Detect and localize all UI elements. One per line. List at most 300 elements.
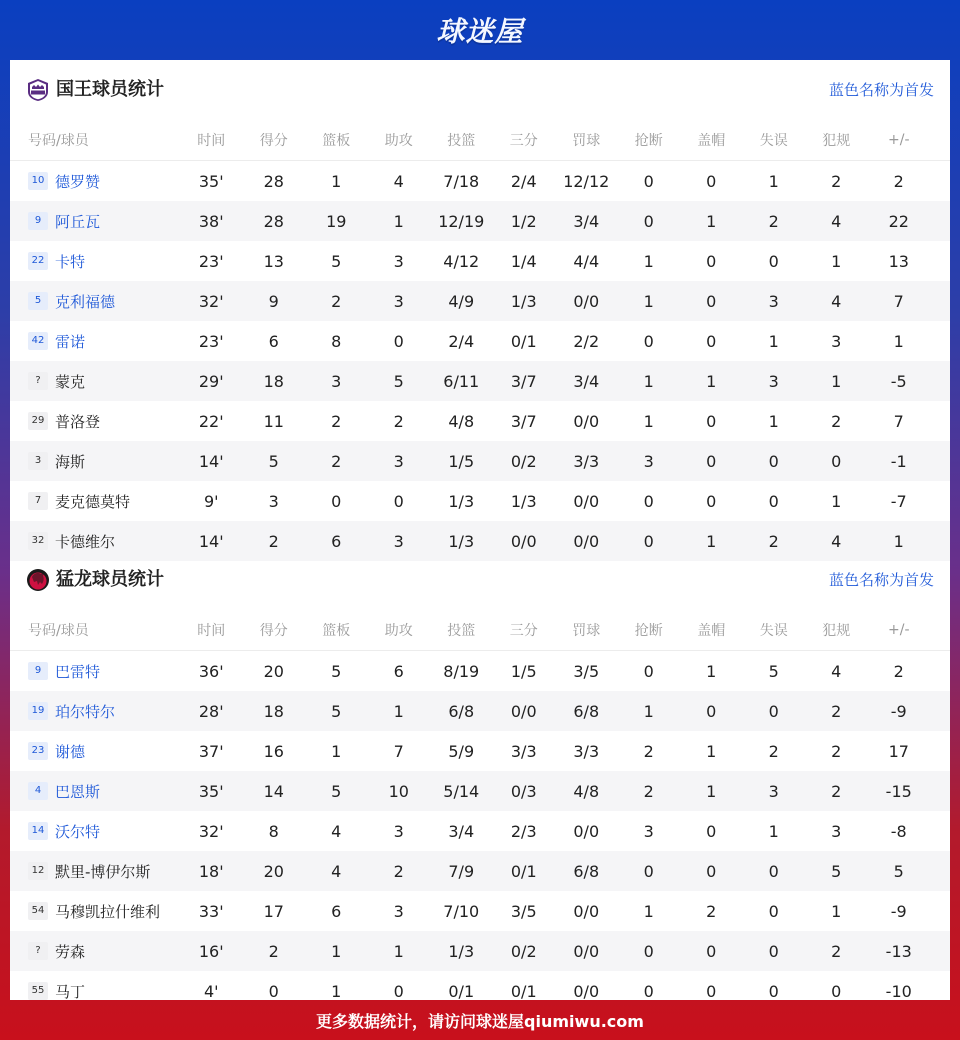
- plus-minus-cell: 7: [893, 411, 904, 431]
- rebounds-cell: 5: [331, 701, 342, 721]
- fouls-cell: 4: [831, 211, 842, 231]
- turnovers-cell: 0: [768, 901, 779, 921]
- blocks-col-header: 盖帽: [697, 133, 726, 149]
- stats-panel: [10, 60, 950, 1000]
- player-cell: [10, 531, 180, 552]
- player-row: [10, 361, 950, 401]
- rebounds-cell: 4: [331, 821, 342, 841]
- fouls-cell: 1: [831, 371, 842, 391]
- points-cell: 9: [268, 291, 279, 311]
- rebounds-cell: 2: [331, 411, 342, 431]
- turnovers-cell: 0: [768, 491, 779, 511]
- plus-minus-cell: -7: [890, 491, 907, 511]
- player-name-link[interactable]: 雷诺: [55, 332, 86, 351]
- turnovers-cell: 3: [768, 371, 779, 391]
- blocks-cell: 1: [706, 661, 717, 681]
- assists-cell: 4: [393, 171, 404, 191]
- steals-cell: 3: [643, 821, 654, 841]
- three-pt-cell: 3/7: [510, 371, 537, 391]
- jersey-number: 14: [28, 822, 48, 840]
- fg-cell: 1/3: [448, 531, 475, 551]
- plus-minus-cell: 1: [893, 531, 904, 551]
- player-cell: [10, 821, 180, 842]
- points-cell: 2: [268, 531, 279, 551]
- blocks-cell: 0: [706, 331, 717, 351]
- fouls-cell: 4: [831, 291, 842, 311]
- ft-cell: 2/2: [573, 331, 600, 351]
- fouls-cell: 2: [831, 741, 842, 761]
- fouls-cell: 0: [831, 981, 842, 1001]
- rebounds-cell: 8: [331, 331, 342, 351]
- jersey-number: 10: [28, 172, 48, 190]
- points-cell: 2: [268, 941, 279, 961]
- points-cell: 16: [263, 741, 284, 761]
- assists-cell: 0: [393, 491, 404, 511]
- section-title: 国王球员统计: [56, 79, 164, 100]
- ft-cell: 3/3: [573, 451, 600, 471]
- assists-cell: 1: [393, 941, 404, 961]
- minutes-cell: 32': [198, 821, 224, 841]
- turnovers-cell: 0: [768, 941, 779, 961]
- jersey-number: 29: [28, 412, 48, 430]
- steals-cell: 1: [643, 371, 654, 391]
- rebounds-col-header: 篮板: [322, 623, 351, 639]
- minutes-cell: 32': [198, 291, 224, 311]
- player-name-link[interactable]: 克利福德: [55, 292, 116, 311]
- assists-col-header: 助攻: [384, 133, 413, 149]
- fg-cell: 3/4: [448, 821, 475, 841]
- player-name-link[interactable]: 麦克德莫特: [55, 492, 131, 511]
- blocks-col-header: 盖帽: [697, 623, 726, 639]
- player-name-link[interactable]: 卡特: [55, 252, 86, 271]
- turnovers-cell: 1: [768, 171, 779, 191]
- plus-minus-col-header: +/-: [888, 622, 910, 638]
- assists-cell: 5: [393, 371, 404, 391]
- rebounds-cell: 5: [331, 781, 342, 801]
- turnovers-cell: 0: [768, 451, 779, 471]
- blocks-cell: 0: [706, 701, 717, 721]
- turnovers-cell: 3: [768, 291, 779, 311]
- ft-cell: 0/0: [573, 291, 600, 311]
- assists-cell: 0: [393, 981, 404, 1001]
- jersey-number: 9: [28, 212, 48, 230]
- jersey-number: 54: [28, 902, 48, 920]
- fg-cell: 7/9: [448, 861, 475, 881]
- blocks-cell: 0: [706, 981, 717, 1001]
- minutes-cell: 23': [198, 251, 224, 271]
- player-cell: [10, 291, 180, 312]
- steals-cell: 2: [643, 781, 654, 801]
- fouls-cell: 4: [831, 661, 842, 681]
- plus-minus-cell: -15: [885, 781, 912, 801]
- steals-cell: 0: [643, 661, 654, 681]
- assists-cell: 3: [393, 291, 404, 311]
- player-name-link[interactable]: 巴恩斯: [55, 782, 101, 801]
- assists-cell: 7: [393, 741, 404, 761]
- points-cell: 18: [263, 371, 284, 391]
- three-pt-col-header: 三分: [509, 133, 538, 149]
- minutes-cell: 14': [198, 531, 224, 551]
- blocks-cell: 0: [706, 171, 717, 191]
- turnovers-cell: 1: [768, 411, 779, 431]
- player-rows: [10, 161, 950, 561]
- fouls-cell: 5: [831, 861, 842, 881]
- fouls-col-header: 犯规: [822, 623, 851, 639]
- player-cell: [10, 451, 180, 472]
- turnovers-cell: 5: [768, 661, 779, 681]
- rebounds-cell: 4: [331, 861, 342, 881]
- plus-minus-cell: 2: [893, 661, 904, 681]
- ft-col-header: 罚球: [572, 623, 601, 639]
- ft-cell: 0/0: [573, 821, 600, 841]
- plus-minus-cell: 7: [893, 291, 904, 311]
- three-pt-cell: 0/1: [510, 331, 537, 351]
- fg-col-header: 投篮: [447, 623, 476, 639]
- player-row: [10, 931, 950, 971]
- three-pt-cell: 0/2: [510, 941, 537, 961]
- jersey-number: 4: [28, 782, 48, 800]
- fg-cell: 1/5: [448, 451, 475, 471]
- points-cell: 14: [263, 781, 284, 801]
- three-pt-cell: 3/3: [510, 741, 537, 761]
- player-name-link[interactable]: 马丁: [55, 982, 86, 1001]
- points-cell: 11: [263, 411, 284, 431]
- fg-cell: 5/14: [443, 781, 480, 801]
- assists-cell: 10: [388, 781, 409, 801]
- turnovers-cell: 3: [768, 781, 779, 801]
- blocks-cell: 0: [706, 411, 717, 431]
- points-cell: 17: [263, 901, 284, 921]
- points-col-header: 得分: [259, 623, 288, 639]
- assists-cell: 2: [393, 411, 404, 431]
- points-cell: 0: [268, 981, 279, 1001]
- jersey-number: 7: [28, 492, 48, 510]
- brand-logo: 球迷屋: [436, 15, 524, 48]
- fg-cell: 5/9: [448, 741, 475, 761]
- rebounds-cell: 1: [331, 741, 342, 761]
- ft-cell: 0/0: [573, 491, 600, 511]
- jersey-number: 3: [28, 452, 48, 470]
- fg-cell: 12/19: [438, 211, 485, 231]
- blocks-cell: 1: [706, 211, 717, 231]
- fouls-cell: 2: [831, 701, 842, 721]
- turnovers-cell: 1: [768, 821, 779, 841]
- jersey-number: 23: [28, 742, 48, 760]
- fouls-cell: 2: [831, 781, 842, 801]
- kings-logo-icon: [26, 78, 50, 102]
- blocks-cell: 0: [706, 491, 717, 511]
- jersey-number: ?: [28, 372, 48, 390]
- player-name-link[interactable]: 海斯: [55, 452, 86, 471]
- three-pt-cell: 0/1: [510, 861, 537, 881]
- steals-cell: 1: [643, 701, 654, 721]
- fg-cell: 2/4: [448, 331, 475, 351]
- player-row: [10, 651, 950, 691]
- points-cell: 5: [268, 451, 279, 471]
- team-section-kings: [10, 60, 950, 561]
- player-name-link[interactable]: 珀尔特尔: [55, 702, 116, 721]
- three-pt-col-header: 三分: [509, 623, 538, 639]
- fg-col-header: 投篮: [447, 133, 476, 149]
- three-pt-cell: 2/4: [510, 171, 537, 191]
- jersey-number: 22: [28, 252, 48, 270]
- turnovers-cell: 2: [768, 741, 779, 761]
- rebounds-cell: 1: [331, 171, 342, 191]
- plus-minus-cell: -10: [885, 981, 912, 1001]
- fg-cell: 4/8: [448, 411, 475, 431]
- raptors-logo-icon: [26, 568, 50, 592]
- jersey-number: 42: [28, 332, 48, 350]
- plus-minus-cell: 1: [893, 331, 904, 351]
- rebounds-cell: 6: [331, 531, 342, 551]
- blocks-cell: 2: [706, 901, 717, 921]
- ft-cell: 0/0: [573, 941, 600, 961]
- assists-cell: 3: [393, 531, 404, 551]
- ft-cell: 0/0: [573, 901, 600, 921]
- three-pt-cell: 1/5: [510, 661, 537, 681]
- brand-header: [0, 0, 960, 60]
- steals-cell: 3: [643, 451, 654, 471]
- blocks-cell: 0: [706, 291, 717, 311]
- ft-col-header: 罚球: [572, 133, 601, 149]
- assists-col-header: 助攻: [384, 623, 413, 639]
- assists-cell: 3: [393, 901, 404, 921]
- team-section-raptors: [10, 550, 950, 1011]
- turnovers-cell: 0: [768, 861, 779, 881]
- player-cell: [10, 171, 180, 192]
- plus-minus-col-header: +/-: [888, 132, 910, 148]
- player-col-header: 号码/球员: [28, 623, 89, 639]
- blocks-cell: 0: [706, 451, 717, 471]
- three-pt-cell: 1/4: [510, 251, 537, 271]
- player-name-link[interactable]: 劳森: [55, 942, 86, 961]
- three-pt-cell: 0/2: [510, 451, 537, 471]
- three-pt-cell: 1/3: [510, 291, 537, 311]
- three-pt-cell: 3/7: [510, 411, 537, 431]
- three-pt-cell: 2/3: [510, 821, 537, 841]
- steals-cell: 2: [643, 741, 654, 761]
- turnovers-cell: 1: [768, 331, 779, 351]
- assists-cell: 3: [393, 451, 404, 471]
- steals-cell: 0: [643, 171, 654, 191]
- player-cell: [10, 371, 180, 392]
- points-cell: 20: [263, 861, 284, 881]
- minutes-cell: 35': [198, 171, 224, 191]
- player-row: [10, 441, 950, 481]
- player-row: [10, 811, 950, 851]
- fouls-cell: 1: [831, 491, 842, 511]
- plus-minus-cell: -5: [890, 371, 907, 391]
- fouls-cell: 3: [831, 331, 842, 351]
- blocks-cell: 0: [706, 941, 717, 961]
- plus-minus-cell: -9: [890, 701, 907, 721]
- fg-cell: 4/12: [443, 251, 480, 271]
- player-name-link[interactable]: 卡德维尔: [55, 532, 116, 551]
- fg-cell: 4/9: [448, 291, 475, 311]
- player-row: [10, 161, 950, 201]
- player-name-link[interactable]: 马穆凯拉什维利: [55, 902, 161, 921]
- jersey-number: 32: [28, 532, 48, 550]
- blocks-cell: 1: [706, 781, 717, 801]
- rebounds-cell: 5: [331, 251, 342, 271]
- fg-cell: 7/18: [443, 171, 480, 191]
- points-cell: 28: [263, 211, 284, 231]
- steals-col-header: 抢断: [634, 133, 663, 149]
- steals-cell: 0: [643, 211, 654, 231]
- player-cell: [10, 981, 180, 1002]
- player-name-link[interactable]: 德罗赞: [55, 172, 101, 191]
- fg-cell: 1/3: [448, 491, 475, 511]
- minutes-cell: 9': [203, 491, 219, 511]
- fouls-cell: 0: [831, 451, 842, 471]
- fouls-cell: 2: [831, 941, 842, 961]
- player-row: [10, 281, 950, 321]
- assists-cell: 3: [393, 251, 404, 271]
- jersey-number: 12: [28, 862, 48, 880]
- plus-minus-cell: 5: [893, 861, 904, 881]
- fouls-cell: 1: [831, 251, 842, 271]
- assists-cell: 1: [393, 211, 404, 231]
- player-cell: [10, 211, 180, 232]
- fg-cell: 0/1: [448, 981, 475, 1001]
- player-row: [10, 321, 950, 361]
- player-cell: [10, 701, 180, 722]
- points-cell: 13: [263, 251, 284, 271]
- player-cell: [10, 781, 180, 802]
- player-cell: [10, 741, 180, 762]
- steals-cell: 0: [643, 531, 654, 551]
- blocks-cell: 1: [706, 531, 717, 551]
- blocks-cell: 0: [706, 251, 717, 271]
- rebounds-cell: 3: [331, 371, 342, 391]
- turnovers-col-header: 失误: [759, 133, 788, 149]
- minutes-cell: 18': [198, 861, 224, 881]
- player-name-link[interactable]: 默里-博伊尔斯: [55, 862, 151, 881]
- player-row: [10, 691, 950, 731]
- player-name-link[interactable]: 阿丘瓦: [55, 212, 101, 231]
- rebounds-cell: 0: [331, 491, 342, 511]
- steals-cell: 1: [643, 411, 654, 431]
- minutes-cell: 38': [198, 211, 224, 231]
- player-rows: [10, 651, 950, 1011]
- player-cell: [10, 901, 180, 922]
- steals-cell: 1: [643, 901, 654, 921]
- minutes-col-header: 时间: [197, 133, 226, 149]
- player-row: [10, 241, 950, 281]
- player-row: [10, 401, 950, 441]
- assists-cell: 0: [393, 331, 404, 351]
- plus-minus-cell: 22: [888, 211, 909, 231]
- points-cell: 18: [263, 701, 284, 721]
- three-pt-cell: 0/0: [510, 531, 537, 551]
- turnovers-cell: 2: [768, 531, 779, 551]
- minutes-cell: 33': [198, 901, 224, 921]
- plus-minus-cell: -13: [885, 941, 912, 961]
- player-col-header: 号码/球员: [28, 133, 89, 149]
- ft-cell: 4/8: [573, 781, 600, 801]
- player-cell: [10, 661, 180, 682]
- points-col-header: 得分: [259, 133, 288, 149]
- steals-cell: 0: [643, 941, 654, 961]
- fouls-cell: 4: [831, 531, 842, 551]
- ft-cell: 6/8: [573, 861, 600, 881]
- points-cell: 6: [268, 331, 279, 351]
- three-pt-cell: 0/0: [510, 701, 537, 721]
- minutes-cell: 35': [198, 781, 224, 801]
- minutes-cell: 37': [198, 741, 224, 761]
- section-header: [10, 550, 950, 610]
- player-cell: [10, 491, 180, 512]
- minutes-cell: 28': [198, 701, 224, 721]
- assists-cell: 1: [393, 701, 404, 721]
- player-name-link[interactable]: 普洛登: [55, 412, 101, 431]
- minutes-cell: 23': [198, 331, 224, 351]
- ft-cell: 0/0: [573, 531, 600, 551]
- steals-cell: 0: [643, 981, 654, 1001]
- plus-minus-cell: -1: [890, 451, 907, 471]
- player-name-link[interactable]: 蒙克: [55, 372, 86, 391]
- player-name-link[interactable]: 谢德: [55, 742, 86, 761]
- ft-cell: 4/4: [573, 251, 600, 271]
- ft-cell: 3/5: [573, 661, 600, 681]
- minutes-cell: 14': [198, 451, 224, 471]
- turnovers-col-header: 失误: [759, 623, 788, 639]
- points-cell: 20: [263, 661, 284, 681]
- player-row: [10, 891, 950, 931]
- blocks-cell: 1: [706, 741, 717, 761]
- player-row: [10, 731, 950, 771]
- ft-cell: 6/8: [573, 701, 600, 721]
- rebounds-cell: 19: [326, 211, 347, 231]
- footer-link-text[interactable]: 更多数据统计，请访问球迷屋qiumiwu.com: [316, 1011, 644, 1031]
- assists-cell: 3: [393, 821, 404, 841]
- player-name-link[interactable]: 巴雷特: [55, 662, 101, 681]
- blocks-cell: 0: [706, 861, 717, 881]
- turnovers-cell: 0: [768, 701, 779, 721]
- points-cell: 8: [268, 821, 279, 841]
- rebounds-cell: 1: [331, 981, 342, 1001]
- steals-cell: 1: [643, 251, 654, 271]
- jersey-number: 5: [28, 292, 48, 310]
- minutes-cell: 16': [198, 941, 224, 961]
- fouls-cell: 2: [831, 171, 842, 191]
- rebounds-col-header: 篮板: [322, 133, 351, 149]
- turnovers-cell: 0: [768, 981, 779, 1001]
- minutes-cell: 4': [203, 981, 219, 1001]
- steals-col-header: 抢断: [634, 623, 663, 639]
- three-pt-cell: 0/1: [510, 981, 537, 1001]
- ft-cell: 12/12: [563, 171, 610, 191]
- player-cell: [10, 411, 180, 432]
- minutes-cell: 22': [198, 411, 224, 431]
- steals-cell: 0: [643, 491, 654, 511]
- player-row: [10, 771, 950, 811]
- ft-cell: 3/4: [573, 371, 600, 391]
- rebounds-cell: 6: [331, 901, 342, 921]
- fg-cell: 7/10: [443, 901, 480, 921]
- minutes-col-header: 时间: [197, 623, 226, 639]
- fouls-cell: 2: [831, 411, 842, 431]
- three-pt-cell: 1/3: [510, 491, 537, 511]
- fouls-cell: 3: [831, 821, 842, 841]
- three-pt-cell: 3/5: [510, 901, 537, 921]
- minutes-cell: 36': [198, 661, 224, 681]
- three-pt-cell: 0/3: [510, 781, 537, 801]
- starter-note: 蓝色名称为首发: [828, 81, 934, 99]
- rebounds-cell: 2: [331, 451, 342, 471]
- player-name-link[interactable]: 沃尔特: [55, 822, 101, 841]
- steals-cell: 0: [643, 331, 654, 351]
